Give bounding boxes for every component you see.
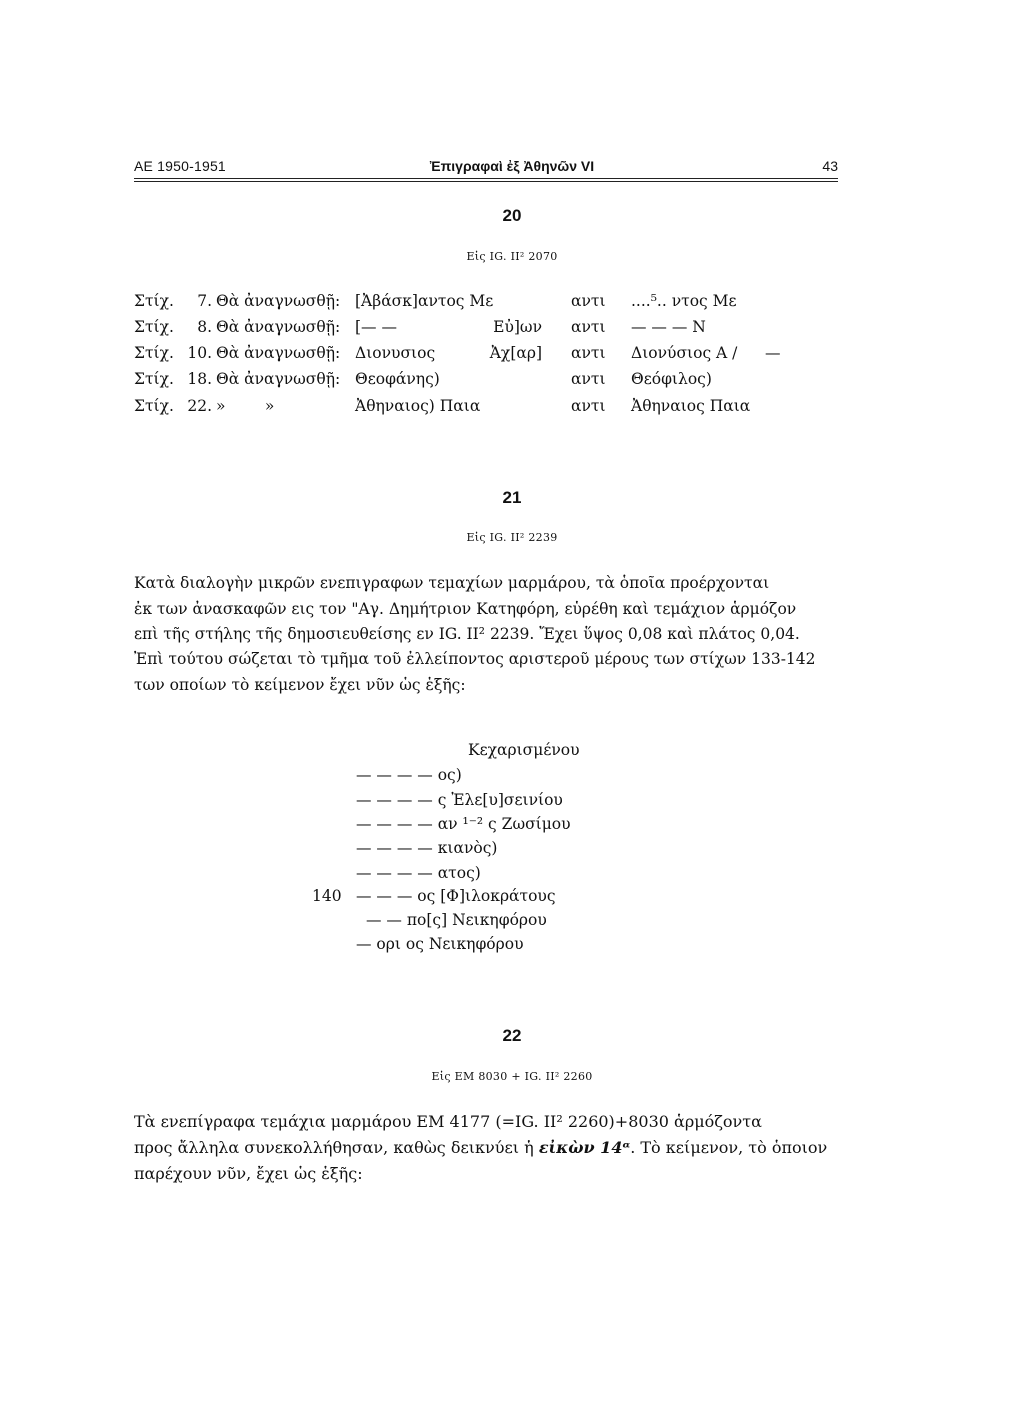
row-old-reading: Διονύσιος Α / [631, 344, 738, 362]
paragraph-text: . Τὸ κείμενον, τὸ ὁποιον [630, 1138, 828, 1157]
row-stix: Στίχ. [134, 318, 174, 336]
inscription-line: Κεχαρισμένου [468, 741, 580, 759]
inscription-line: — — — — ς Ἐλε[υ]σεινίου [356, 791, 563, 809]
row-label: Θὰ ἀναγνωσθῇ: [216, 370, 341, 388]
row-label: » » [216, 397, 275, 415]
row-correct-reading: [— — [355, 318, 397, 336]
inscription-line: — ορι ος Νεικηφόρου [356, 935, 524, 953]
inscription-line: — — — — κιανὸς) [356, 839, 498, 857]
inscription-line: — — — ος [Φ]ιλοκράτους [356, 887, 556, 905]
header-journal: ΑΕ 1950-1951 [134, 158, 226, 174]
row-correct-reading: Ἀθηναιος) Παια [355, 397, 481, 415]
section-reference-20: Εἰς IG. II² 2070 [466, 250, 558, 263]
header-page-number: 43 [822, 158, 838, 174]
row-stix: Στίχ. [134, 370, 174, 388]
row-anti: αντι [571, 370, 606, 388]
row-old-reading: Ἀθηναιος Παια [631, 397, 751, 415]
paragraph-line: Ἐπὶ τούτου σώζεται τὸ τμῆμα τοῦ ἐλλείποντος αριστεροῦ μέρους των στίχων 133-142 [134, 650, 816, 668]
row-anti: αντι [571, 397, 606, 415]
row-label: Θὰ ἀναγνωσθῇ: [216, 292, 341, 310]
paragraph-line: επὶ τῆς στήλης τῆς δημοσιευθείσης εν IG. II² 2239. Ἔχει ὕψος 0,08 καὶ πλάτος 0,04. [134, 625, 800, 643]
row-line-number: 18. [187, 370, 212, 388]
row-correct-reading: Θεοφάνης) [355, 370, 440, 388]
row-old-reading: ....⁵.. ντος Με [631, 292, 737, 310]
paragraph-line: των οποίων τὸ κείμενον ἔχει νῦν ὡς ἑξῆς: [134, 676, 466, 694]
header-rule-double [134, 181, 838, 182]
inscription-line: — — — — ος) [356, 766, 462, 784]
inscription-line: — — — — αν ¹⁻² ς Ζωσίμου [356, 815, 571, 833]
row-stix: Στίχ. [134, 292, 174, 310]
row-correct-reading-end: Ἀχ[αρ] [489, 344, 542, 362]
row-correct-reading: [Ἀβάσκ]αντος Με [355, 292, 494, 310]
paragraph-line: Τὰ ενεπίγραφα τεμάχια μαρμάρου ΕΜ 4177 (=IG. II² 2260)+8030 ἁρμόζοντα [134, 1112, 762, 1131]
row-line-number: 7. [197, 292, 212, 310]
paragraph-line [134, 1138, 839, 1157]
paragraph-line: παρέχουν νῦν, ἔχει ὡς ἑξῆς: [134, 1164, 363, 1183]
row-old-reading: Θεόφιλος) [631, 370, 712, 388]
row-correct-reading: Διονυσιος [355, 344, 436, 362]
section-reference-22: Εἰς ΕΜ 8030 + IG. II² 2260 [431, 1070, 593, 1083]
row-stix: Στίχ. [134, 397, 174, 415]
row-line-number: 8. [197, 318, 212, 336]
row-trailing-dash: — [765, 344, 781, 362]
row-line-number: 10. [187, 344, 212, 362]
section-number-22: 22 [502, 1026, 522, 1045]
inscription-line: — — πο[ς] Νεικηφόρου [366, 911, 547, 929]
paragraph-line: ἐκ των ἀνασκαφῶν εις τον "Αγ. Δημήτριον Κατηφόρη, εὑρέθη καὶ τεμάχιον ἁρμόζον [134, 600, 797, 618]
section-number-21: 21 [502, 488, 522, 507]
row-label: Θὰ ἀναγνωσθῇ: [216, 344, 341, 362]
row-anti: αντι [571, 292, 606, 310]
header-rule [134, 178, 838, 179]
figure-reference: εἰκὼν 14ᵅ [538, 1138, 631, 1157]
section-reference-21: Εἰς IG. II² 2239 [466, 531, 558, 544]
row-anti: αντι [571, 318, 606, 336]
inscription-line: — — — — ατος) [356, 864, 481, 882]
row-line-number: 22. [187, 397, 212, 415]
row-correct-reading-end: Εὐ]ων [493, 318, 542, 336]
paragraph-line: Κατὰ διαλογὴν μικρῶν ενεπιγραφων τεμαχίων μαρμάρου, τὰ ὁποῖα προέρχονται [134, 574, 770, 592]
row-label: Θὰ ἀναγνωσθῇ: [216, 318, 341, 336]
section-number-20: 20 [502, 206, 522, 225]
row-stix: Στίχ. [134, 344, 174, 362]
paragraph-text: προς ἄλληλα συνεκολλήθησαν, καθὼς δεικνύει ἡ [134, 1138, 539, 1157]
header-title: Ἐπιγραφαὶ ἐξ Ἀθηνῶν VI [429, 158, 595, 174]
row-anti: αντι [571, 344, 606, 362]
row-old-reading: — — — Ν [631, 318, 706, 336]
inscription-line-number: 140 [312, 887, 342, 905]
